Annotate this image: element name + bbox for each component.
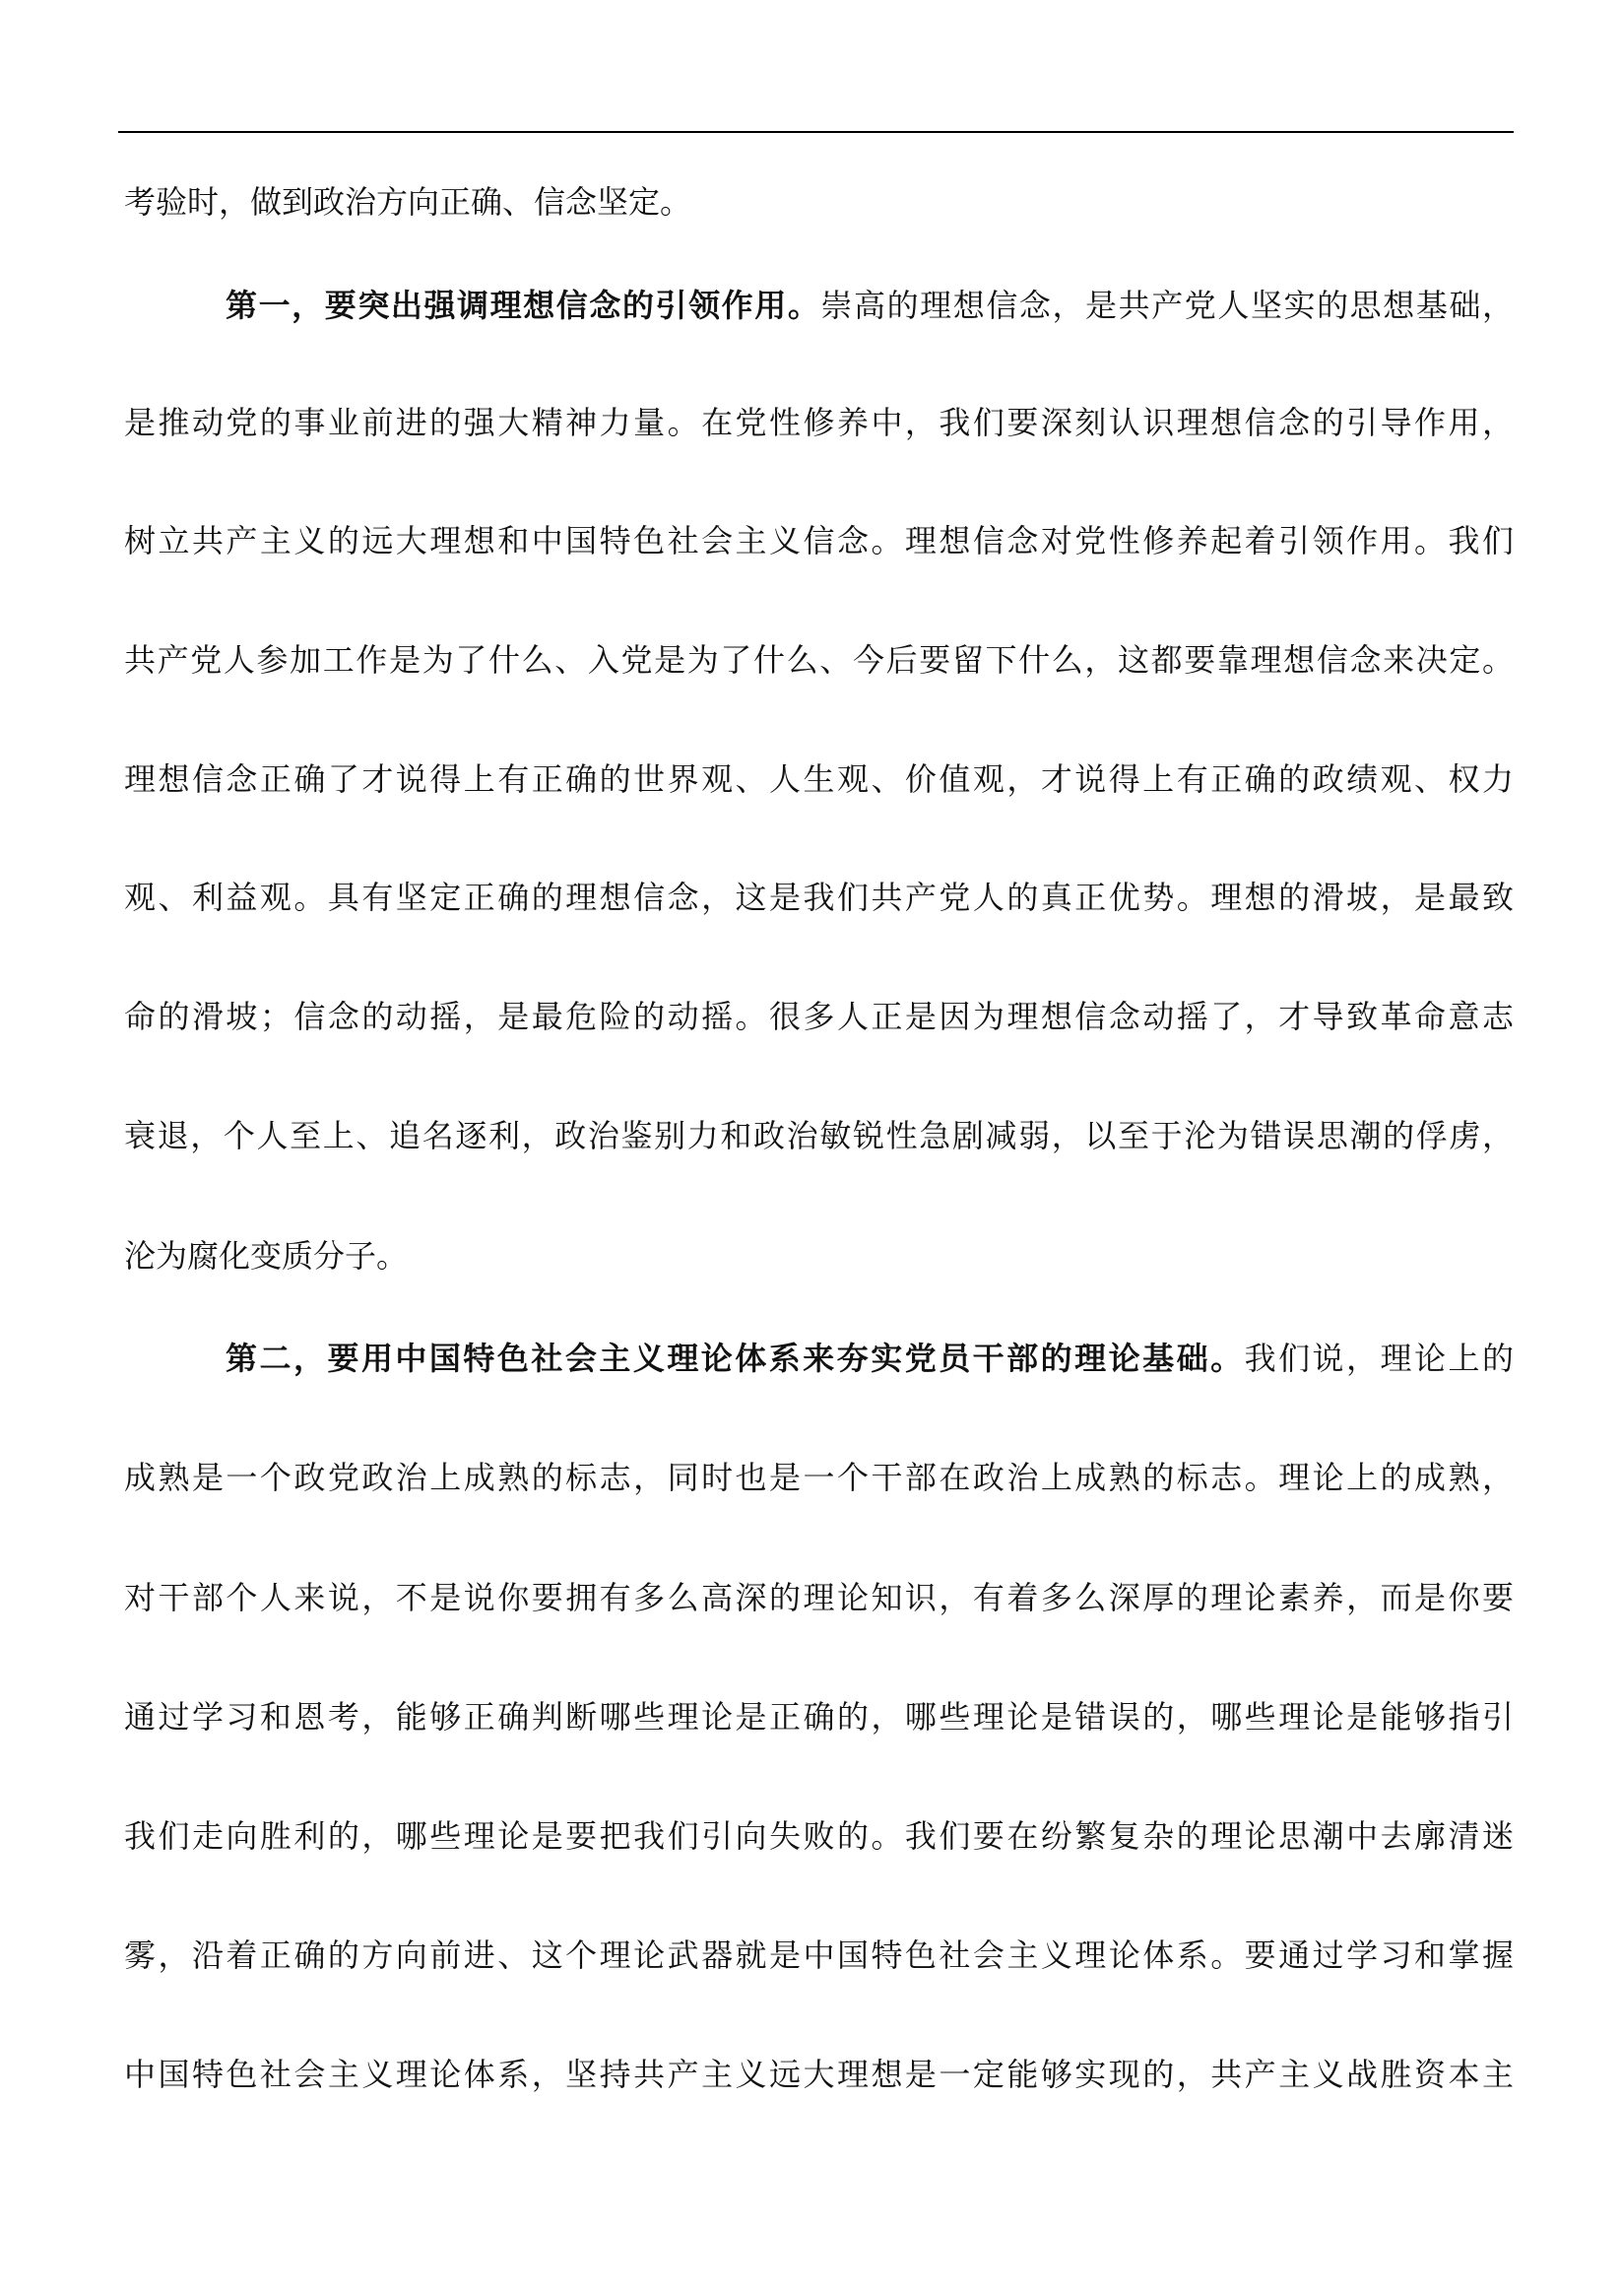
text-line: 对干部个人来说，不是说你要拥有多么高深的理论知识，有着多么深厚的理论素养，而是你要	[124, 1579, 1514, 1616]
text-line: 中国特色社会主义理论体系，坚持共产主义远大理想是一定能够实现的，共产主义战胜资本主	[124, 2056, 1514, 2093]
text-line: 考验时，做到政治方向正确、信念坚定。	[124, 183, 692, 221]
heading-second: 第二，要用中国特色社会主义理论体系来夯实党员干部的理论基础。	[226, 1340, 1245, 1377]
text-line: 理想信念正确了才说得上有正确的世界观、人生观、价值观，才说得上有正确的政绩观、权力	[124, 760, 1514, 798]
text-line: 命的滑坡；信念的动摇，是最危险的动摇。很多人正是因为理想信念动摇了，才导致革命意志	[124, 998, 1514, 1035]
paragraph-second-start	[226, 1337, 1514, 1380]
header-rule	[118, 131, 1514, 133]
text-line: 观、利益观。具有坚定正确的理想信念，这是我们共产党人的真正优势。理想的滑坡，是最致	[124, 879, 1514, 916]
text-line: 成熟是一个政党政治上成熟的标志，同时也是一个干部在政治上成熟的标志。理论上的成熟，	[124, 1459, 1514, 1496]
text-line: 崇高的理想信念，是共产党人坚实的思想基础，	[820, 287, 1514, 324]
text-line: 我们走向胜利的，哪些理论是要把我们引向失败的。我们要在纷繁复杂的理论思潮中去廓清迷	[124, 1817, 1514, 1855]
text-line: 共产党人参加工作是为了什么、入党是为了什么、今后要留下什么，这都要靠理想信念来决定。	[124, 641, 1514, 679]
text-line: 衰退，个人至上、追名逐利，政治鉴别力和政治敏锐性急剧减弱，以至于沦为错误思潮的俘虏，	[124, 1117, 1514, 1154]
paragraph-first-start	[226, 284, 1514, 327]
heading-first: 第一，要突出强调理想信念的引领作用。	[226, 287, 821, 324]
text-line: 是推动党的事业前进的强大精神力量。在党性修养中，我们要深刻认识理想信念的引导作用，	[124, 404, 1514, 441]
text-line: 通过学习和恩考，能够正确判断哪些理论是正确的，哪些理论是错误的，哪些理论是能够指引	[124, 1698, 1514, 1736]
text-line: 沦为腐化变质分子。	[124, 1237, 409, 1275]
text-line: 我们说，理论上的	[1244, 1340, 1514, 1377]
text-line: 树立共产主义的远大理想和中国特色社会主义信念。理想信念对党性修养起着引领作用。我们	[124, 522, 1514, 559]
text-line: 雾，沿着正确的方向前进、这个理论武器就是中国特色社会主义理论体系。要通过学习和掌握	[124, 1936, 1514, 1974]
